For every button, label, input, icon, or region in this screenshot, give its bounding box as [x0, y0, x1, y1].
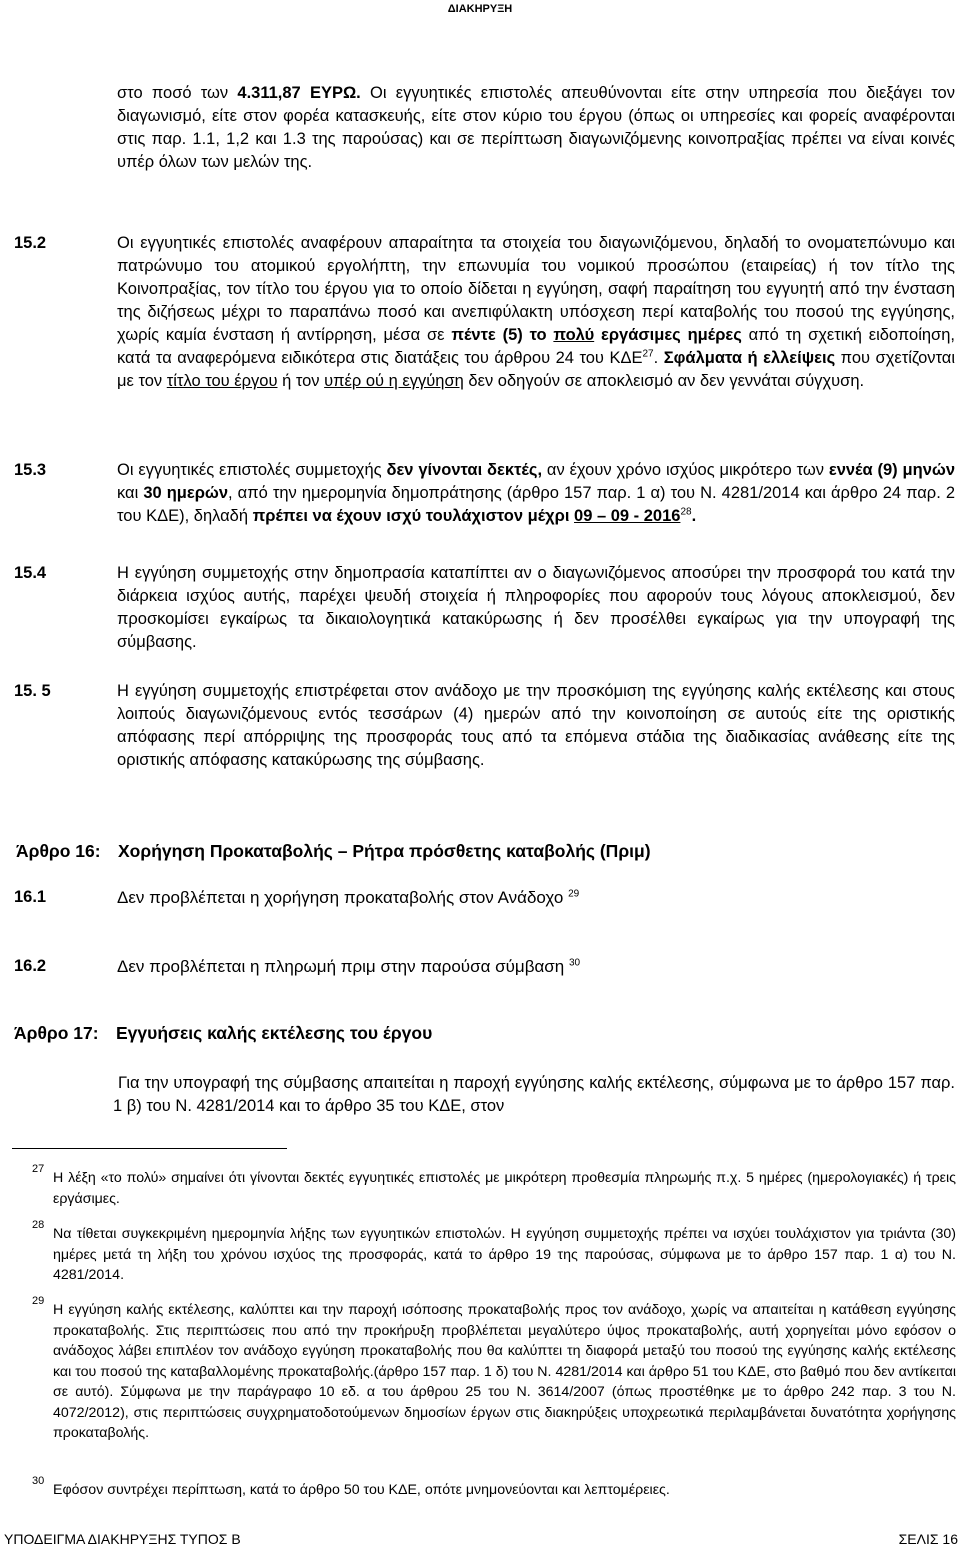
article-16-heading: Άρθρο 16: Χορήγηση Προκαταβολής – Ρήτρα πρόσθετης καταβολής (Πριμ) — [16, 841, 651, 861]
footnote-text: Να τίθεται συγκεκριμένη ημερομηνία λήξης των εγγυητικών επιστολών. Η εγγύηση συμμετοχής πρέπει να ισχύει τουλάχιστον για τριάντα (30) ημέρες μετά τη λήξη του χρόνου ισχύος της προσφοράς, κατά το άρθρο 19 της παρούσας, σύμφωνα με το άρθρο 157 παρ. 1 α) του Ν. 4281/2014. — [53, 1226, 956, 1283]
footnote-ref: 27 — [642, 348, 654, 360]
footnote-29 — [32, 1295, 956, 1444]
footnote-ref: 28 — [680, 506, 692, 518]
paragraph-text: Δεν προβλέπεται η χορήγηση προκαταβολής στον Ανάδοχο $^{29}$ — [117, 888, 580, 907]
footnote-text: Εφόσον συντρέχει περίπτωση, κατά το άρθρο 50 του ΚΔΕ, οπότε μνημονεύονται και λεπτομέρειες. — [53, 1482, 670, 1498]
footnote-number: 29 — [32, 1295, 45, 1307]
article-17-text: Για την υπογραφή της σύμβασης απαιτείται η παροχή εγγύησης καλής εκτέλεσης, σύμφωνα με το άρθρο 157 παρ. 1 β) του Ν. 4281/2014 και το άρθρο 35 του ΚΔΕ, στον — [113, 1074, 955, 1115]
paragraph-text: Οι εγγυητικές επιστολές συμμετοχής δεν γίνονται δεκτές, αν έχουν χρόνο ισχύος μικρότερο των εννέα (9) μηνών και 30 ημερών, από την ημερομηνία δημοπράτησης (άρθρο 157 παρ. 1 α) του Ν. 4281/2014 και άρθρο 24 παρ. 2 του ΚΔΕ), δηλαδή πρέπει να έχουν ισχύ τουλάχιστον μέχρι 09 – 09 - 2016$^{28}$. — [117, 461, 956, 525]
footnote-text: Η εγγύηση καλής εκτέλεσης, καλύπτει και την παροχή ισόποσης προκαταβολής προς τον ανάδοχο, χωρίς να απαιτείται η κατάθεση εγγύησης προκαταβολής. Στις περιπτώσεις που από την προκήρυξη προβλέπεται μεγαλύτερο ύψος προκαταβολής, αυτή χορηγείται μόνο εφόσον ο ανάδοχος λάβει επιπλέον τον ανάδοχο εγγύηση προκαταβολής που θα καλύπτει τη διαφορά μεταξύ του ποσού της εγγύησης καλής εκτέλεσης και του ποσού της καταβαλλομένης προκαταβολής.(άρθρο 157 παρ. 1 δ) του Ν. 4281/2014 και άρθρο 51 του ΚΔΕ, στο βαθμό που δεν αντίκειται σε αυτό). Σύμφωνα με την παράγραφο 10 εδ. α του άρθρου 25 του Ν. 3614/2007 (όπως προστέθηκε με το άρθρο 242 παρ. 3 του Ν. 4072/2012), στις περιπτώσεις συγχρηματοδοτούμενων δημοσίων έργων στις διακηρύξεις υποχρεωτικά περιλαμβάνεται δυνατότητα χορήγησης προκαταβολής. — [53, 1302, 956, 1441]
paragraph-number: 16.2 — [14, 957, 47, 975]
footnote-28 — [32, 1219, 956, 1286]
footnote-number: 28 — [32, 1219, 45, 1231]
footnote-27 — [32, 1163, 956, 1209]
footnote-number: 30 — [32, 1475, 45, 1487]
footnote-text: Η λέξη «το πολύ» σημαίνει ότι γίνονται δεκτές εγγυητικές επιστολές με μικρότερη προθεσμία πληρωμής π.χ. 5 ημέρες (ημερολογιακές) ή τρεις εργάσιμες. — [53, 1170, 956, 1207]
paragraph-text: Η εγγύηση συμμετοχής επιστρέφεται στον ανάδοχο με την προσκόμιση της εγγύησης καλής εκτέλεσης και στους λοιπούς διαγωνιζόμενους εντός τεσσάρων (4) ημερών από την κοινοποίηση σε αυτούς είτε της οριστικής απόφασης περί απόρριψης της προσφοράς τους από τα επόμενα στάδια της διαδικασίας ανάθεσης είτε της οριστικής απόφασης κατακύρωσης της σύμβασης. — [117, 682, 955, 769]
paragraph-number: 16.1 — [14, 888, 47, 906]
article-17-heading: Άρθρο 17: Εγγυήσεις καλής εκτέλεσης του έργου — [14, 1023, 433, 1043]
footnote-ref: 30 — [568, 957, 581, 969]
paragraph-text: Οι εγγυητικές επιστολές αναφέρουν απαραίτητα τα στοιχεία του διαγωνιζόμενου, δηλαδή το ονοματεπώνυμο και πατρώνυμο του ατομικού εργολήπτη, την επωνυμία του νομικού προσώπου (εταιρείας) ή τον τίτλο της Κοινοπραξίας, τον τίτλο του έργου για το οποίο δίδεται η εγγύηση, σαφή παραίτηση του εγγυητή από την ένσταση της διζήσεως μέχρι το παραπάνω ποσό και ανεπιφύλακτη υπόσχεση περί καταβολής του ποσού της εγγύησης, χωρίς καμία ένσταση ή αντίρρηση, μέσα σε πέντε (5) το πολύ εργάσιμες ημέρες από τη σχετική ειδοποίηση, κατά τα αναφερόμενα ειδικότερα στις διατάξεις του άρθρου 24 του ΚΔΕ$^{27}$. Σφάλματα ή ελλείψεις που σχετίζονται με τον τίτλο του έργου ή τον υπέρ ού η εγγύηση δεν οδηγούν σε αποκλεισμό αν δεν γεννάται σύγχυση. — [117, 234, 955, 390]
footer-document-type: ΥΠΟΔΕΙΓΜΑ ΔΙΑΚΗΡΥΞΗΣ ΤΥΠΟΣ Β — [4, 1531, 241, 1547]
paragraph-number: 15.3 — [14, 461, 47, 479]
footnote-30 — [32, 1475, 956, 1501]
paragraph-number: 15.4 — [14, 564, 47, 582]
footnote-number: 27 — [32, 1163, 45, 1175]
footnote-separator — [12, 1148, 287, 1149]
intro-paragraph: στο ποσό των 4.311,87 ΕΥΡΩ. Οι εγγυητικές επιστολές απευθύνονται είτε στην υπηρεσία που διεξάγει τον διαγωνισμό, είτε στον φορέα κατασκευής, είτε στον κύριο του έργου (όπως οι υπηρεσίες και φορείς αναφέρονται στις παρ. 1.1, 1,2 και 1.3 της παρούσας) και σε περίπτωση διαγωνιζόμενης κοινοπραξίας πρέπει να είναι κοινές υπέρ όλων των μελών της. — [117, 84, 955, 171]
footer-page-number: ΣΕΛΙΣ 16 — [898, 1531, 958, 1547]
footnote-ref: 29 — [568, 888, 580, 900]
page-header: ΔΙΑΚΗΡΥΞΗ — [447, 3, 513, 15]
paragraph-number: 15.2 — [14, 234, 47, 252]
paragraph-text: Δεν προβλέπεται η πληρωμή πριμ στην παρούσα σύμβαση $^{30}$ — [117, 957, 581, 976]
paragraph-number: 15. 5 — [14, 682, 51, 700]
paragraph-text: Η εγγύηση συμμετοχής στην δημοπρασία καταπίπτει αν ο διαγωνιζόμενος αποσύρει την προσφορά του κατά την διάρκεια ισχύος αυτής, παρέχει ψευδή στοιχεία ή πληροφορίες που αφορούν τους λόγους αποκλεισμού, δεν προσκομίσει εγκαίρως τα δικαιολογητικά κατακύρωσης ή δεν προσέλθει εγκαίρως για την υπογραφή της σύμβασης. — [117, 564, 955, 651]
